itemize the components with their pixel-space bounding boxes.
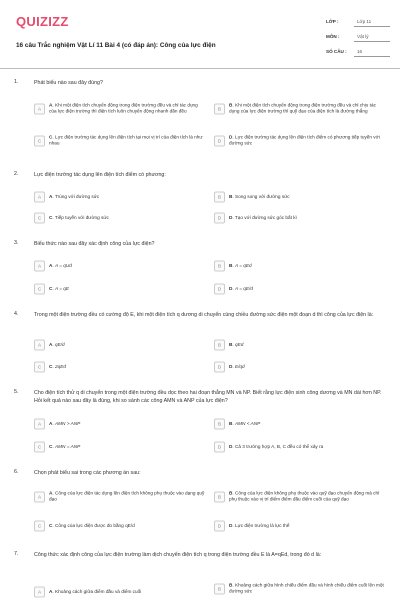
- option-letter: A: [49, 420, 53, 426]
- option-7a[interactable]: A A. Khoảng cách giữa điểm đầu và điểm cuối: [34, 585, 206, 599]
- option-letter: B: [229, 582, 233, 588]
- meta-count-label: SỐ CÂU :: [326, 49, 347, 54]
- option-letter-box: A: [34, 192, 45, 203]
- option-4c[interactable]: C C. 2qEd: [34, 360, 206, 374]
- option-letter-box: A: [34, 419, 45, 430]
- option-letter: A: [49, 102, 53, 108]
- option-text: Trùng với đường sức: [54, 193, 100, 199]
- option-letter-box: A: [34, 261, 45, 272]
- option-3a[interactable]: A A. A = qUd: [34, 259, 206, 273]
- page-header: [16, 12, 386, 62]
- meta-class-value: Lớp 11: [354, 17, 390, 27]
- question-text: Cho điện tích thử q di chuyển trong một điện trường đều dọc theo hai đoạn thẳng MN và NP. Biết rằng lực điện sinh công dương và MN dài hơn NP. Hỏi kết quả nào sau đây là đúng, khi so sánh các công AMN và ANP của lực điện?: [34, 390, 382, 404]
- option-formula: 2qEd: [55, 363, 66, 369]
- option-letter-box: D: [214, 442, 225, 453]
- option-letter-box: D: [214, 362, 225, 373]
- question-text: Lực điện trường tác dụng lên điện tích điểm có phương:: [34, 172, 166, 178]
- meta-subject-value: Vật lý: [354, 32, 390, 42]
- option-letter: C: [49, 134, 53, 140]
- option-6c[interactable]: C C. Công của lực điện được đo bằng qE/d: [34, 519, 206, 533]
- question-number: 3.: [14, 240, 19, 246]
- option-5b[interactable]: B B. AMN < ANP: [214, 417, 386, 431]
- option-letter-box: C: [34, 362, 45, 373]
- option-letter: D: [229, 134, 233, 140]
- option-text: Công của lực điện tác dụng lên điện tích không phụ thuộc vào dạng quỹ đạo: [49, 490, 205, 502]
- option-letter-box: A: [34, 587, 45, 598]
- option-letter-box: C: [34, 136, 45, 147]
- option-7b[interactable]: B B. Khoảng cách giữa hình chiếu điểm đầu và hình chiếu điểm cuối lên một đường sức: [214, 578, 386, 600]
- option-text: Khoảng cách giữa hình chiếu điểm đầu và hình chiếu điểm cuối lên một đường sức: [229, 582, 384, 594]
- option-4b[interactable]: B B. qEd: [214, 338, 386, 352]
- option-1a[interactable]: A A. Khi một điện tích chuyển động trong điện trường đều và chỉ tác dụng của lực điện trường thì điện tích luôn chuyển động nhanh dần đều: [34, 98, 206, 120]
- option-2d[interactable]: D D. Tạo với đường sức góc bất kì: [214, 211, 386, 225]
- option-text: Cả 3 trường hợp A, B, C đều có thể xảy ra: [235, 443, 324, 449]
- question-number: 7.: [14, 551, 19, 557]
- meta-class: [326, 14, 390, 29]
- option-letter: B: [229, 341, 233, 347]
- option-letter: B: [229, 102, 233, 108]
- meta-subject-label: MÔN :: [326, 34, 340, 39]
- option-text: Song song với đường sức: [235, 193, 290, 199]
- option-6a[interactable]: A A. Công của lực điện tác dụng lên điện tích không phụ thuộc vào dạng quỹ đạo: [34, 486, 206, 508]
- option-letter-box: B: [214, 492, 225, 503]
- question-number: 1.: [14, 79, 19, 85]
- option-text: Tiếp tuyến với đường sức: [54, 214, 109, 220]
- option-letter: B: [229, 490, 233, 496]
- meta-count-value: 16: [354, 47, 390, 57]
- option-letter-box: A: [34, 340, 45, 351]
- option-6b[interactable]: B B. Công của lực điện không phụ thuộc vào quỹ đạo chuyển động mà chỉ phụ thuộc vào vị trí điểm điểm đầu điểm cuối của quỹ đạo: [214, 486, 386, 508]
- option-letter: B: [229, 262, 233, 268]
- option-5a[interactable]: A A. AMN > ANP: [34, 417, 206, 431]
- option-text: Khoảng cách giữa điểm đầu và điểm cuối: [55, 588, 142, 594]
- option-formula: qE/d: [55, 341, 65, 347]
- option-letter-box: B: [214, 261, 225, 272]
- option-formula: AMN < ANP: [235, 420, 261, 426]
- option-formula: A = qEd: [235, 262, 252, 268]
- option-letter-box: C: [34, 284, 45, 295]
- question-text: Chọn phát biểu sai trong các phương án sau:: [34, 470, 141, 476]
- option-letter-box: C: [34, 521, 45, 532]
- option-text: Công của lực điện được đo bằng qE/d: [55, 522, 135, 528]
- question-text: Biểu thức nào sau đây xác định công của lực điện?: [34, 241, 155, 247]
- option-letter: A: [49, 490, 53, 496]
- option-formula: AMN > ANP: [55, 420, 81, 426]
- option-letter: C: [49, 363, 53, 369]
- question-number: 4.: [14, 311, 19, 317]
- question-number: 2.: [14, 171, 19, 177]
- option-text: Công của lực điện không phụ thuộc vào quỹ đạo chuyển động mà chỉ phụ thuộc vào vị trí điểm điểm đầu điểm cuối của quỹ đạo: [229, 490, 380, 502]
- meta-count: [326, 44, 390, 59]
- option-letter: D: [229, 443, 233, 449]
- header-divider: [0, 68, 400, 69]
- option-text: Lực điện trường tác dụng lên điện tích điểm có phương tiếp tuyến với đường sức: [229, 134, 380, 146]
- option-2c[interactable]: C C. Tiếp tuyến với đường sức: [34, 211, 206, 225]
- option-letter-box: B: [214, 584, 225, 595]
- option-formula: E/qd: [235, 363, 245, 369]
- option-letter: D: [229, 285, 233, 291]
- option-letter: C: [49, 285, 53, 291]
- option-formula: qEd: [235, 341, 244, 347]
- quiz-meta: [326, 14, 390, 59]
- option-letter-box: D: [214, 521, 225, 532]
- option-letter-box: B: [214, 419, 225, 430]
- option-letter-box: D: [214, 213, 225, 224]
- option-formula: A = qUd: [55, 262, 72, 268]
- question-number: 6.: [14, 469, 19, 475]
- question-text: Trong một điện trường đều có cường độ E, khi một điện tích q dương di chuyển cùng chiều đường sức điện một đoạn d thì công của lực điện là:: [34, 312, 374, 318]
- option-5c[interactable]: C C. AMN = ANP: [34, 440, 206, 454]
- option-2b[interactable]: B B. Song song với đường sức: [214, 190, 386, 204]
- option-4a[interactable]: A A. qE/d: [34, 338, 206, 352]
- option-1c[interactable]: C C. Lực điện trường tác dụng lên điện tích tại mọi vị trí của điện tích là như nhau: [34, 134, 206, 148]
- option-4d[interactable]: D D. E/qd: [214, 360, 386, 374]
- option-formula: AMN = ANP: [55, 443, 81, 449]
- option-letter-box: D: [214, 284, 225, 295]
- option-letter: A: [49, 588, 53, 594]
- option-6d[interactable]: D D. Lực điện trường là lực thế: [214, 519, 386, 533]
- option-5d[interactable]: D D. Cả 3 trường hợp A, B, C đều có thể xảy ra: [214, 440, 386, 454]
- option-formula: A = qE: [55, 285, 70, 291]
- option-letter: A: [49, 262, 53, 268]
- option-letter: C: [49, 214, 53, 220]
- option-letter: A: [49, 193, 53, 199]
- option-letter: A: [49, 341, 53, 347]
- option-3b[interactable]: B B. A = qEd: [214, 259, 386, 273]
- option-text: Lực điện trường là lực thế: [235, 522, 290, 528]
- option-3c[interactable]: C C. A = qE: [34, 282, 206, 296]
- question-number: 5.: [14, 389, 19, 395]
- option-text: Khi một điện tích chuyển động trong điện trường đều và chỉ chịu tác dụng của lực điện trường thì quỹ đạo của điện tích là đường thẳng: [229, 102, 376, 114]
- option-letter-box: C: [34, 213, 45, 224]
- quizizz-logo: QUIZIZZ: [16, 14, 69, 29]
- option-letter: C: [49, 443, 53, 449]
- option-letter-box: C: [34, 442, 45, 453]
- option-letter: B: [229, 420, 233, 426]
- page-title: 16 câu Trắc nghiệm Vật Lí 11 Bài 4 (có đáp án): Công của lực điện: [16, 42, 216, 49]
- option-letter: D: [229, 363, 233, 369]
- option-letter: D: [229, 214, 233, 220]
- option-letter-box: A: [34, 492, 45, 503]
- option-2a[interactable]: A A. Trùng với đường sức: [34, 190, 206, 204]
- option-letter: C: [49, 522, 53, 528]
- option-letter-box: B: [214, 192, 225, 203]
- option-text: Tạo với đường sức góc bất kì: [234, 214, 297, 220]
- question-text: Công thức xác định công của lực điện trường làm dịch chuyển điện tích q trong điện trường đều E là A=qEd, trong đó d là:: [34, 552, 322, 558]
- option-formula: A = qE/d: [235, 285, 253, 291]
- option-1d[interactable]: D D. Lực điện trường tác dụng lên điện tích điểm có phương tiếp tuyến với đường sức: [214, 134, 386, 148]
- option-1b[interactable]: B B. Khi một điện tích chuyển động trong điện trường đều và chỉ chịu tác dụng của lực điện trường thì quỹ đạo của điện tích là đường thẳng: [214, 98, 386, 120]
- option-text: Lực điện trường tác dụng lên điện tích tại mọi vị trí của điện tích là như nhau: [49, 134, 203, 146]
- option-3d[interactable]: D D. A = qE/d: [214, 282, 386, 296]
- option-letter: D: [229, 522, 233, 528]
- option-text: Khi một điện tích chuyển động trong điện trường đều và chỉ tác dụng của lực điện trường thì điện tích luôn chuyển động nhanh dần đều: [49, 102, 198, 114]
- option-letter-box: D: [214, 136, 225, 147]
- meta-class-label: LỚP :: [326, 19, 339, 24]
- question-text: Phát biểu nào sau đây đúng?: [34, 80, 103, 86]
- option-letter: B: [229, 193, 233, 199]
- option-letter-box: B: [214, 104, 225, 115]
- option-letter-box: A: [34, 104, 45, 115]
- option-letter-box: B: [214, 340, 225, 351]
- meta-subject: [326, 29, 390, 44]
